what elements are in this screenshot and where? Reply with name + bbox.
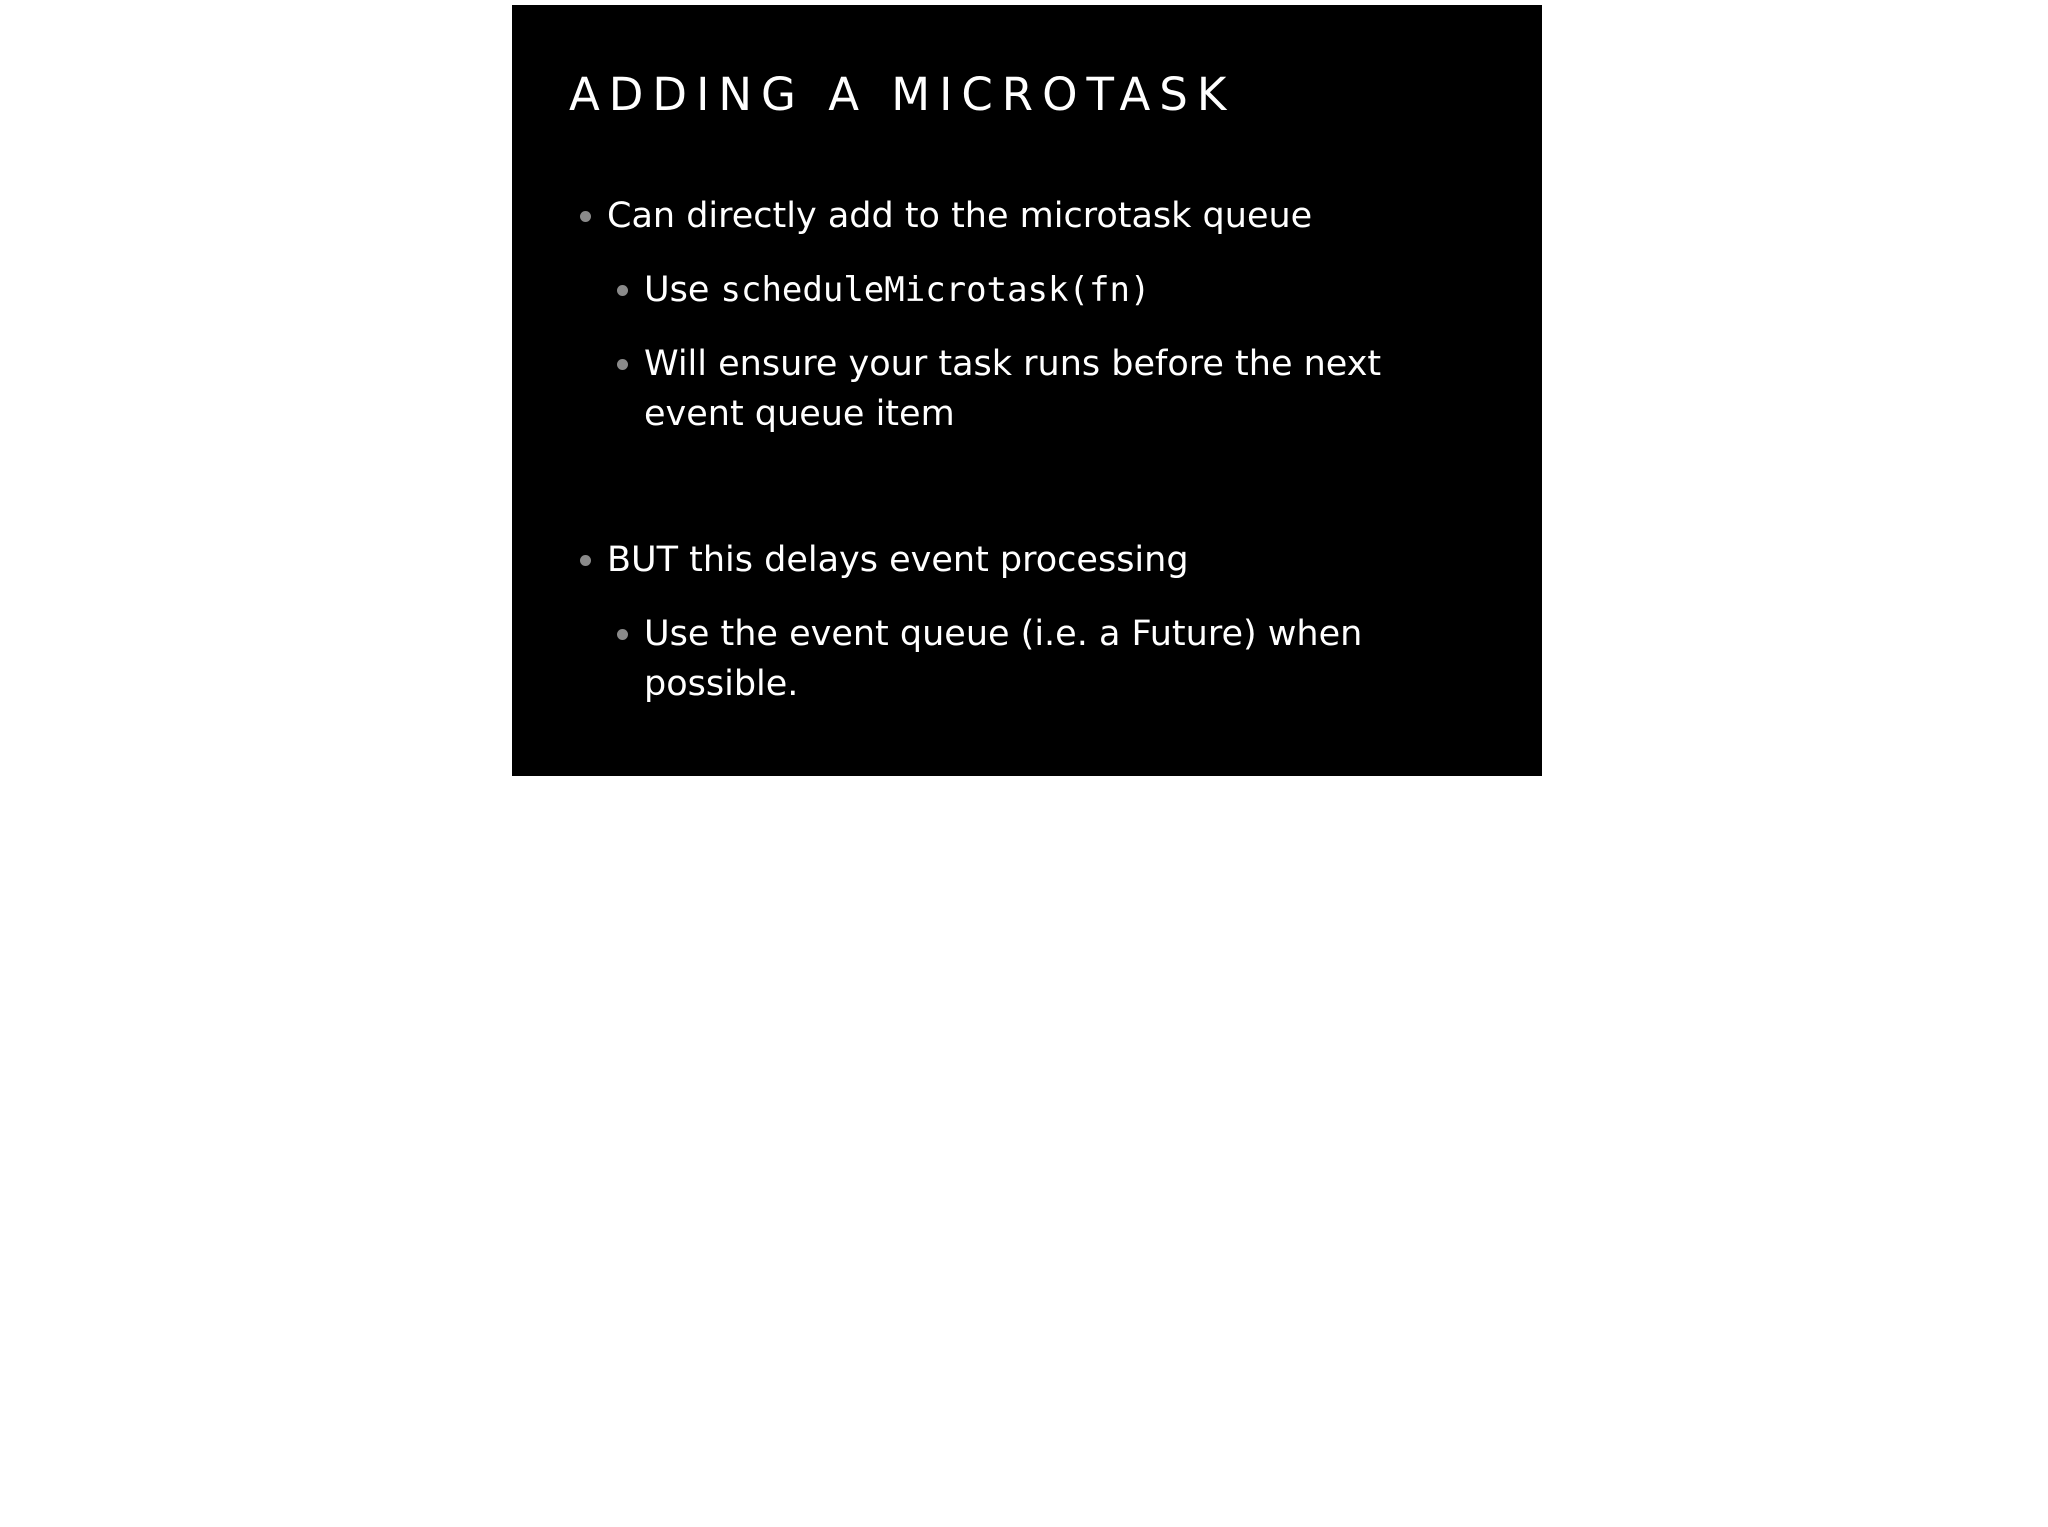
bullet-text: Can directly add to the microtask queue bbox=[607, 196, 1313, 236]
slide-title: ADDING A MICROTASK bbox=[569, 68, 1236, 121]
bullet-dot-icon bbox=[617, 285, 628, 296]
bullet-item bbox=[607, 535, 1487, 585]
slide bbox=[512, 5, 1542, 776]
bullet-text-prefix: Use bbox=[644, 270, 721, 310]
bullet-text: Use the event queue (i.e. a Future) when possible. bbox=[644, 614, 1363, 704]
code-snippet: scheduleMicrotask(fn) bbox=[720, 270, 1151, 310]
bullet-dot-icon bbox=[617, 629, 628, 640]
bullet-dot-icon bbox=[580, 211, 591, 222]
sub-bullet-item bbox=[644, 265, 1444, 315]
sub-bullet-item bbox=[644, 339, 1444, 439]
bullet-text: BUT this delays event processing bbox=[607, 540, 1189, 580]
bullet-dot-icon bbox=[617, 359, 628, 370]
bullet-item bbox=[607, 191, 1487, 241]
sub-bullet-item bbox=[644, 609, 1524, 709]
bullet-text: Will ensure your task runs before the next event queue item bbox=[644, 344, 1382, 434]
bullet-dot-icon bbox=[580, 555, 591, 566]
